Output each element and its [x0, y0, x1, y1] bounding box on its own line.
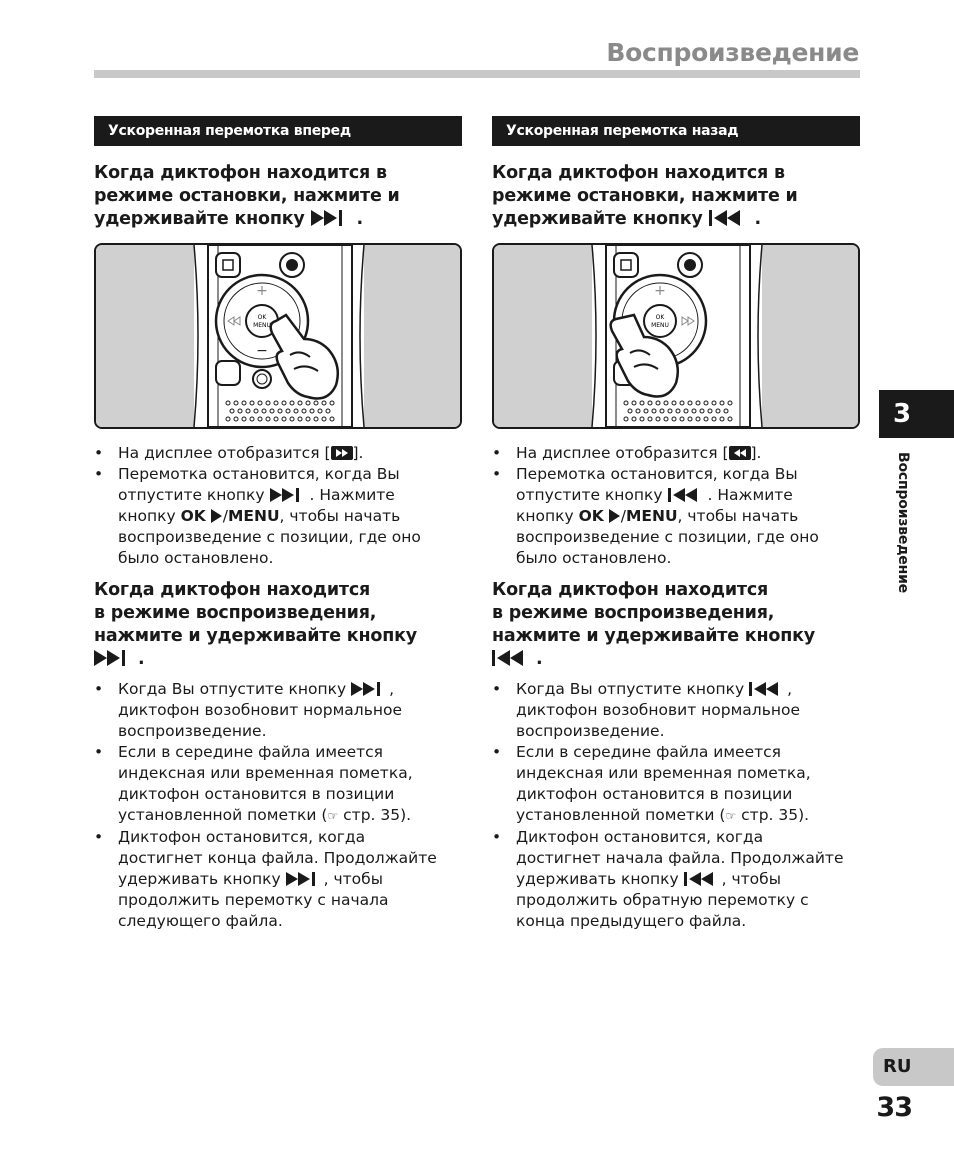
fast-forward-skip-icon: [351, 682, 389, 696]
fast-forward-skip-icon: [286, 872, 324, 886]
instruction-heading: Когда диктофон находится в режиме воспроизведения, нажмите и удерживайте кнопку .: [94, 580, 417, 669]
device-illustration: [492, 243, 860, 429]
minus-label: −: [256, 343, 268, 359]
menu-label: MENU: [253, 322, 271, 329]
section-header: Ускоренная перемотка назад: [492, 116, 860, 146]
rewind-skip-icon: [749, 682, 787, 696]
page-number: 33: [876, 1092, 912, 1123]
list-item: • Если в середине файла имеется индексная или временная пометка, диктофон остановится в позиции установленной пометки (☞ стр. 35).: [492, 742, 860, 827]
column-fast-forward: [94, 116, 462, 932]
display-rew-icon: [729, 446, 751, 460]
bullet-list: [94, 443, 462, 569]
column-rewind: [492, 116, 860, 932]
list-item: • Диктофон остановится, когда достигнет конца файла. Продолжайте удерживать кнопку , чтобы продолжить перемотку с начала следующего файла.: [94, 827, 462, 932]
bullet-list: [492, 443, 860, 569]
stop-button-graphic: [216, 253, 240, 277]
play-icon: [609, 509, 621, 523]
list-item: • Если в середине файла имеется индексная или временная пометка, диктофон остановится в позиции установленной пометки (☞ стр. 35).: [94, 742, 462, 827]
reference-icon: ☞: [725, 809, 737, 823]
recorder-illustration: [494, 245, 858, 427]
list-item: • Когда Вы отпустите кнопку , диктофон возобновит нормальное воспроизведение.: [492, 679, 860, 742]
instruction-heading: [94, 162, 462, 231]
rewind-skip-icon: [492, 650, 536, 666]
instruction-line: режиме остановки, нажмите и: [94, 186, 400, 206]
bullet-list: [94, 679, 462, 932]
reference-icon: ☞: [327, 809, 339, 823]
play-icon: [211, 509, 223, 523]
bullet-list: [492, 679, 860, 932]
instruction-line: Когда диктофон находится в: [94, 163, 387, 183]
ok-label: OK: [257, 314, 267, 321]
list-item: • Когда Вы отпустите кнопку , диктофон возобновит нормальное воспроизведение.: [94, 679, 462, 742]
fast-forward-skip-icon: [94, 650, 138, 666]
instruction-heading: Когда диктофон находится в режиме воспроизведения, нажмите и удерживайте кнопку .: [492, 580, 815, 669]
language-tab: RU: [873, 1048, 954, 1086]
rewind-skip-icon: [684, 872, 722, 886]
display-ff-icon: [331, 446, 353, 460]
instruction-heading: Когда диктофон находится в режиме остановки, нажмите и удерживайте кнопку .: [492, 163, 798, 229]
list-item: • Перемотка остановится, когда Вы отпустите кнопку . Нажмите кнопку OK /MENU, чтобы начать воспроизведение с позиции, где оно было остановлено.: [492, 464, 860, 569]
chapter-tab: 3: [879, 390, 954, 438]
fast-forward-skip-icon: [311, 210, 357, 226]
page-title: Воспроизведение: [606, 38, 859, 67]
fast-forward-skip-icon: [270, 488, 310, 502]
rewind-skip-icon: [668, 488, 708, 502]
list-item: • Перемотка остановится, когда Вы отпустите кнопку . Нажмите кнопку OK /MENU, чтобы начать воспроизведение с позиции, где оно было остановлено.: [94, 464, 462, 569]
list-item: • Диктофон остановится, когда достигнет начала файла. Продолжайте удерживать кнопку , чтобы продолжить обратную перемотку с конца предыдущего файла.: [492, 827, 860, 932]
rewind-skip-icon: [709, 210, 755, 226]
plus-label: +: [654, 283, 666, 299]
ok-label: OK: [655, 314, 665, 321]
list-item: • На дисплее отобразится [ ].: [492, 443, 860, 464]
instruction-text: удерживайте кнопку: [94, 209, 305, 229]
device-illustration: [94, 243, 462, 429]
title-rule: [94, 70, 860, 78]
recorder-illustration: [96, 245, 460, 427]
plus-label: +: [256, 283, 268, 299]
section-header: Ускоренная перемотка вперед: [94, 116, 462, 146]
chapter-label: Воспроизведение: [895, 452, 911, 593]
list-item: • На дисплее отобразится [ ].: [94, 443, 462, 464]
menu-label: MENU: [651, 322, 669, 329]
instruction-line: удерживайте кнопку .: [94, 209, 363, 229]
